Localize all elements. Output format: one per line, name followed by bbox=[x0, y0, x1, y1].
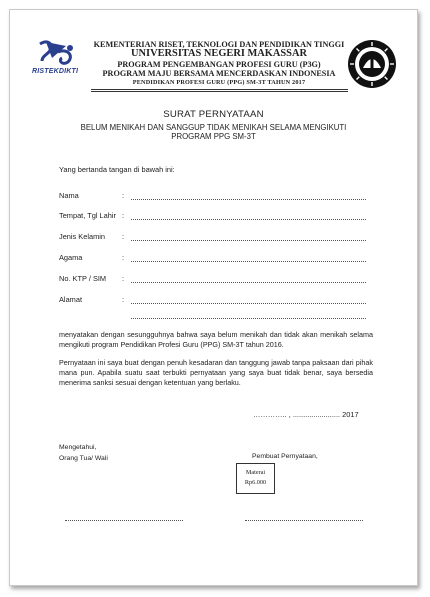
field-input-agama[interactable] bbox=[131, 261, 366, 262]
guardian-role-label: Orang Tua/ Wali bbox=[59, 454, 108, 462]
statement-paragraph: menyatakan dengan sesungguhnya bahwa saya belum menikah dan tidak akan menikah selama mengikuti program Pendidikan Profesi Guru (PPG) SM-3T tahun 2016. bbox=[59, 330, 373, 350]
unm-logo bbox=[346, 38, 398, 90]
field-input-alamat-line1[interactable] bbox=[131, 303, 366, 304]
materai-label: Materai bbox=[245, 469, 266, 476]
header-motto: PROGRAM MAJU BERSAMA MENCERDASKAN INDONESIA bbox=[102, 69, 336, 78]
field-input-jenis-kelamin[interactable] bbox=[131, 240, 366, 241]
materai-amount: Rp6.000 bbox=[244, 478, 267, 486]
header-university: UNIVERSITAS NEGERI MAKASSAR bbox=[131, 48, 307, 59]
field-colon: : bbox=[122, 253, 125, 262]
header-rule-top bbox=[91, 89, 348, 90]
declarant-label: Pembuat Pernyataan, bbox=[252, 453, 318, 460]
unm-emblem-icon bbox=[346, 38, 398, 90]
field-label-tempat-tgl-lahir: Tempat, Tgl Lahir bbox=[59, 211, 116, 220]
document-title: SURAT PERNYATAAN bbox=[163, 109, 264, 120]
declarant-signature-line[interactable] bbox=[245, 520, 363, 521]
field-colon: : bbox=[122, 295, 125, 304]
header-ppg-year: PENDIDIKAN PROFESI GURU (PPG) SM-3T TAHUN 2017 bbox=[132, 79, 306, 86]
header-program-p3g: PROGRAM PENGEMBANGAN PROFESI GURU (P3G) bbox=[117, 60, 321, 69]
field-label-agama: Agama bbox=[59, 253, 83, 262]
intro-text: Yang bertanda tangan di bawah ini: bbox=[59, 165, 175, 174]
field-label-ktp-sim: No. KTP / SIM bbox=[59, 274, 107, 283]
ristekdikti-wordmark: RISTEKDIKTI bbox=[32, 68, 79, 75]
field-colon: : bbox=[122, 211, 125, 220]
field-colon: : bbox=[122, 232, 125, 241]
date-line[interactable]: ………….. , ....................... 2017 bbox=[253, 410, 359, 419]
guardian-acknowledge-label: Mengetahui, bbox=[59, 444, 97, 451]
field-input-tempat-tgl-lahir[interactable] bbox=[131, 219, 366, 220]
field-input-ktp-sim[interactable] bbox=[131, 282, 366, 283]
header-rule-bottom bbox=[91, 91, 348, 92]
field-label-jenis-kelamin: Jenis Kelamin bbox=[59, 232, 106, 241]
field-label-alamat: Alamat bbox=[59, 295, 83, 304]
field-input-alamat-line2[interactable] bbox=[131, 318, 366, 319]
materai-stamp-box bbox=[236, 463, 275, 494]
field-colon: : bbox=[122, 274, 125, 283]
field-label-nama: Nama bbox=[59, 191, 79, 200]
field-colon: : bbox=[122, 191, 125, 200]
guardian-signature-line[interactable] bbox=[65, 520, 183, 521]
consent-paragraph: Pernyataan ini saya buat dengan penuh kesadaran dan tanggung jawab tanpa paksaan dari pihak mana pun. Apabila suatu saat terbukti pernyataan yang saya buat tidak benar, saya bersedia menerima sanksi sesuai dengan ketentuan yang berlaku. bbox=[59, 358, 373, 388]
document-subtitle-2: PROGRAM PPG SM-3T bbox=[171, 132, 256, 141]
document-page bbox=[9, 9, 418, 586]
header-ministry: KEMENTERIAN RISET, TEKNOLOGI DAN PENDIDIKAN TINGGI bbox=[93, 40, 345, 49]
document-subtitle-1: BELUM MENIKAH DAN SANGGUP TIDAK MENIKAH SELAMA MENGIKUTI bbox=[80, 123, 347, 132]
field-input-nama[interactable] bbox=[131, 199, 366, 200]
guardian-signature-block bbox=[59, 443, 108, 464]
